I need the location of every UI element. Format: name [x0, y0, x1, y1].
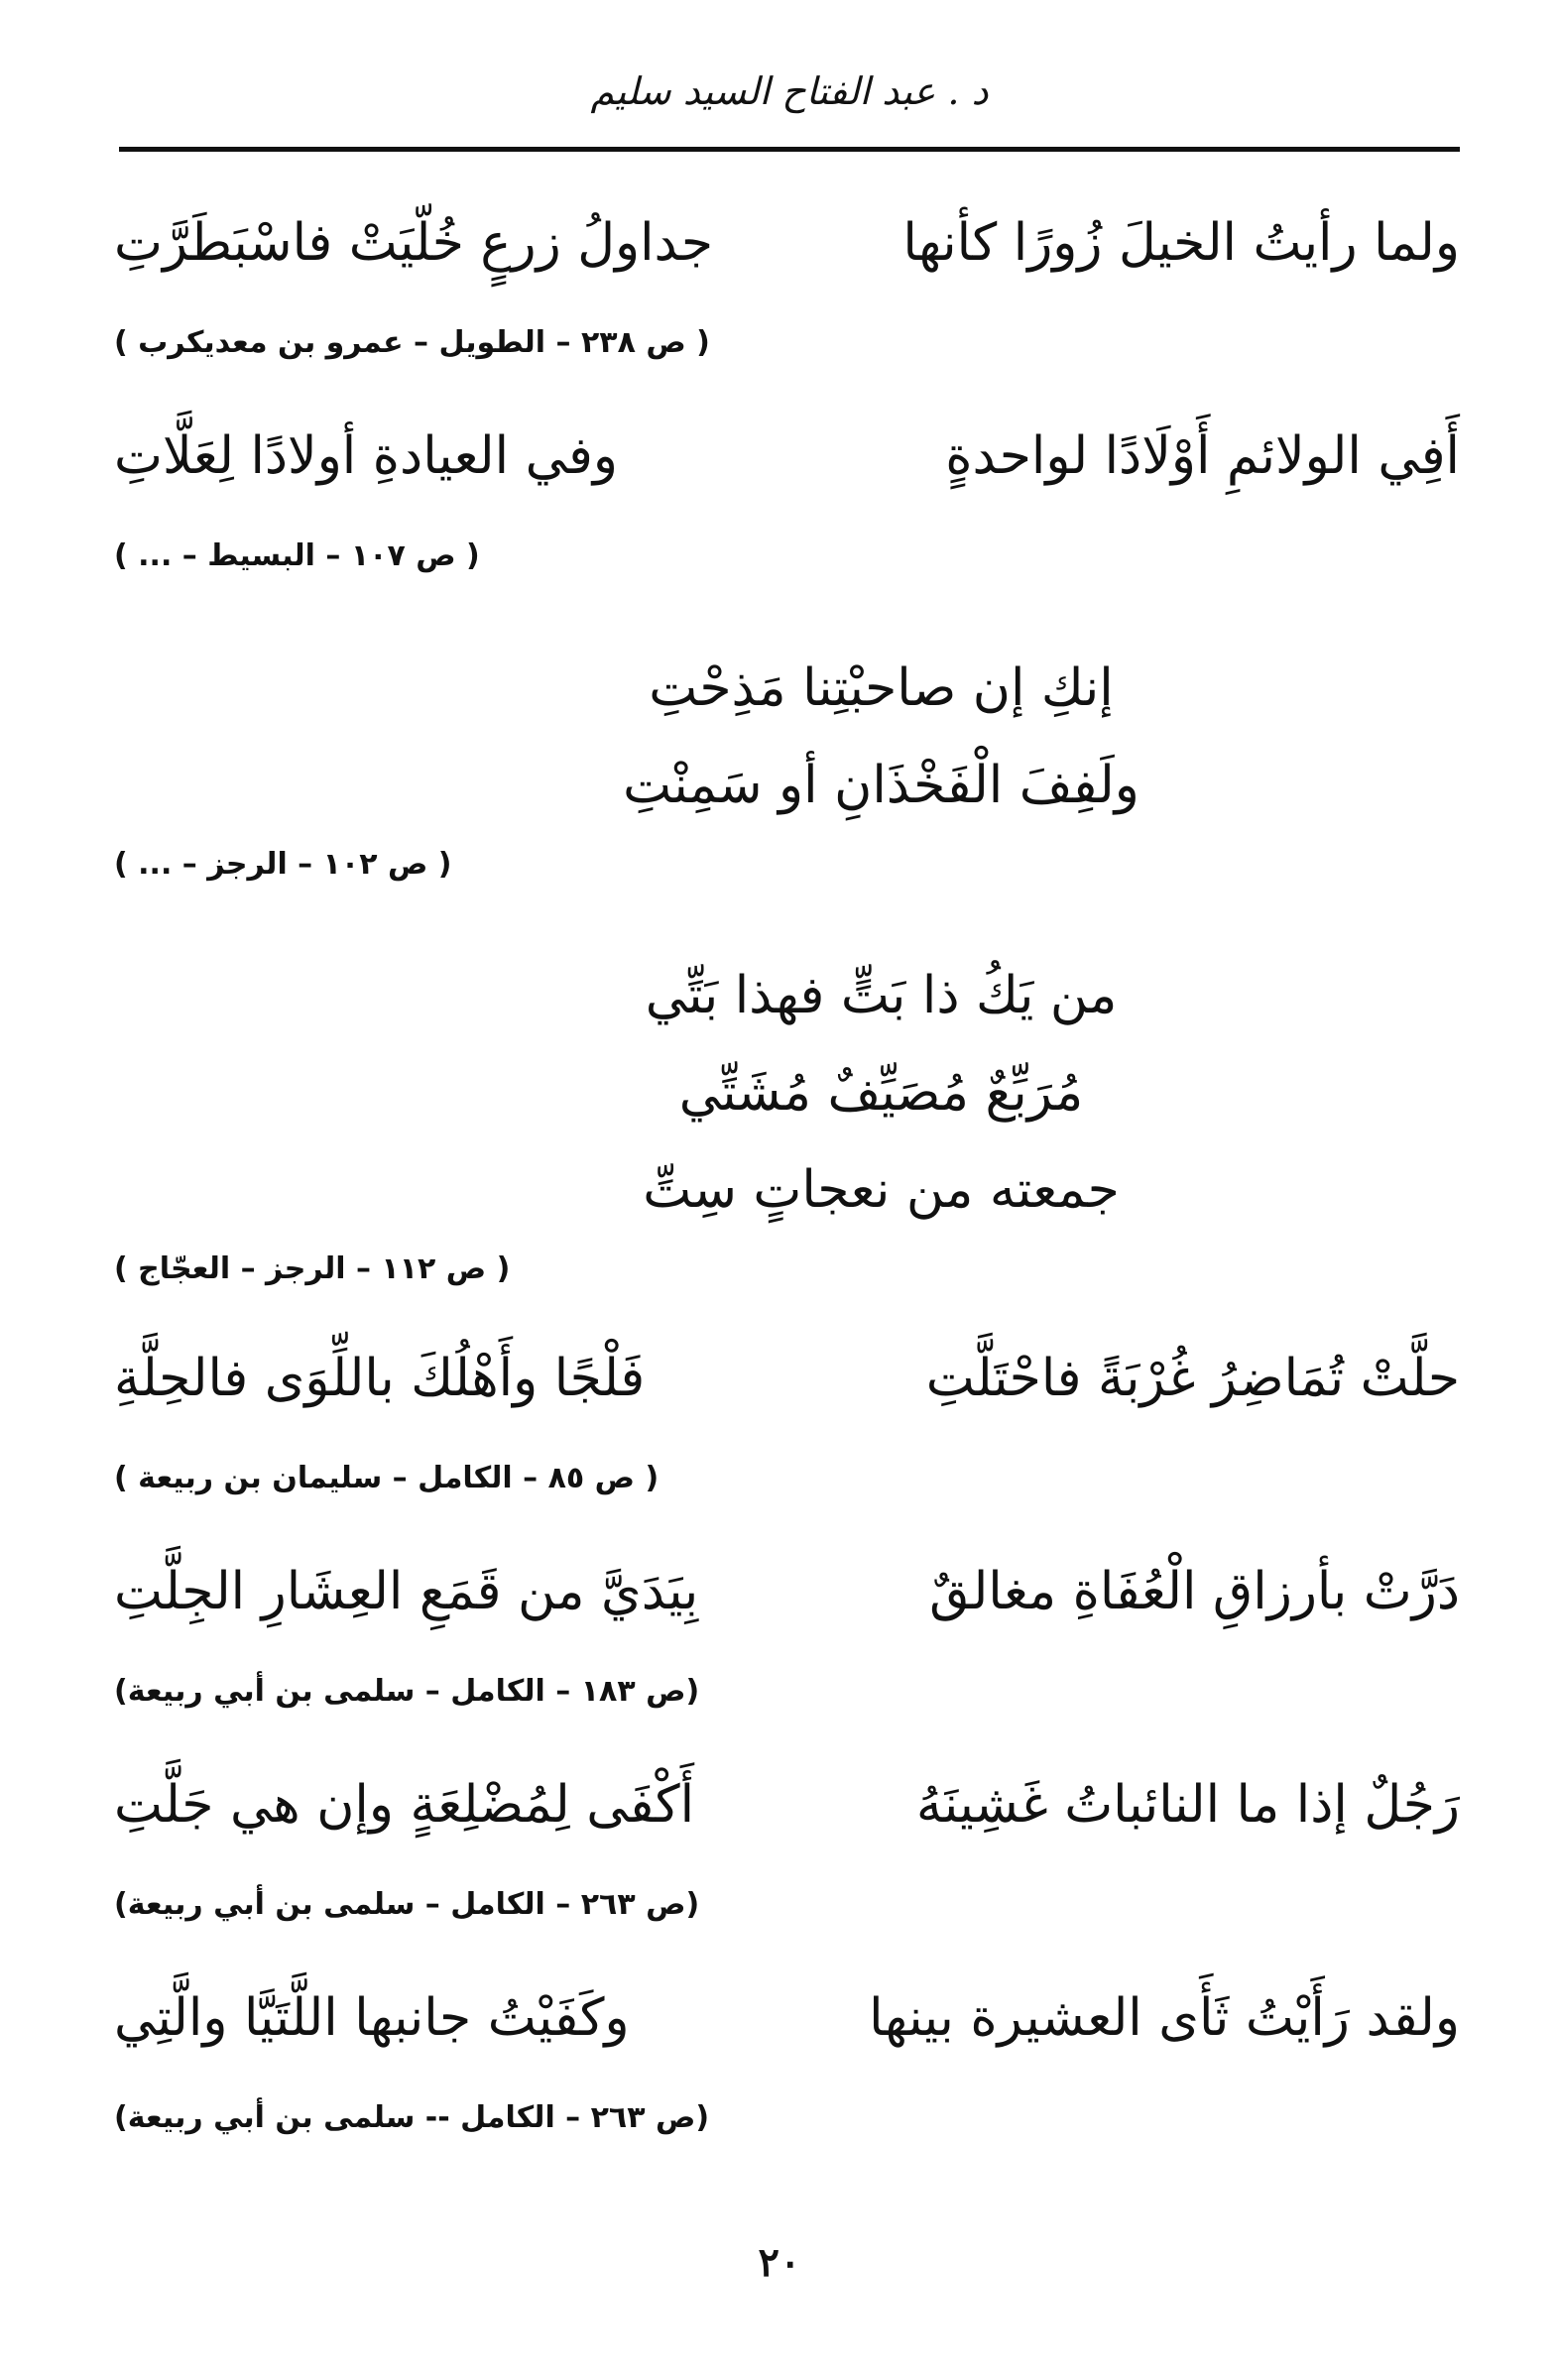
verse-entry — [114, 1775, 1460, 1934]
citation: (ص ١٨٣ – الكامل – سلمى بن أبي ربيعة) — [114, 1673, 700, 1709]
citation: ( ص ١٠٧ – البسيط – ... ) — [114, 537, 480, 573]
first-hemistich: حلَّتْ تُمَاضِرُ غُرْبَةً فاحْتَلَّتِ — [925, 1349, 1460, 1408]
rajaz-line: من يَكُ ذا بَتٍّ فهذا بَتِّي — [645, 966, 1118, 1025]
rajaz-line: مُرَبِّعٌ مُصَيِّفٌ مُشَتِّي — [678, 1063, 1084, 1123]
first-hemistich: ولما رأيتُ الخيلَ زُورًا كأنها — [902, 213, 1460, 273]
rajaz-line: جمعته من نعجاتٍ سِتِّ — [643, 1160, 1120, 1220]
verse-line — [114, 1775, 1460, 1874]
verse-entry — [114, 213, 1460, 372]
header-rule — [119, 147, 1460, 152]
verse-line — [114, 1349, 1460, 1448]
rajaz-block — [114, 640, 1460, 893]
second-hemistich: وكَفَيْتُ جانبها اللَّتَيَّا والَّتِي — [114, 1988, 630, 2048]
first-hemistich: دَرَّتْ بأرزاقِ الْعُفَاةِ مغالقٌ — [929, 1562, 1460, 1621]
first-hemistich: ولقد رَأَيْتُ ثَأَى العشيرة بينها — [869, 1988, 1460, 2048]
rajaz-line: ولَفِفَ الْفَخْذَانِ أو سَمِنْتِ — [623, 756, 1139, 815]
second-hemistich: أَكْفَى لِمُضْلِعَةٍ وإن هي جَلَّتِ — [114, 1775, 695, 1835]
second-hemistich: وفي العيادةِ أولادًا لِعَلَّاتِ — [114, 426, 618, 486]
citation: ( ص ٢٣٨ – الطويل – عمرو بن معديكرب ) — [114, 324, 710, 360]
rajaz-block — [114, 947, 1460, 1298]
second-hemistich: بِيَدَيَّ من قَمَعِ العِشَارِ الجِلَّتِ — [114, 1562, 699, 1621]
citation: ( ص ٨٥ – الكامل – سليمان بن ربيعة ) — [114, 1460, 660, 1495]
verse-line — [114, 1988, 1460, 2087]
citation: ( ص ١٠٢ – الرجز – ... ) — [114, 846, 452, 882]
citation: (ص ٢٦٣ – الكامل – سلمى بن أبي ربيعة) — [114, 1886, 700, 1922]
verse-entry — [114, 426, 1460, 585]
citation: ( ص ١١٢ – الرجز – العجّاج ) — [114, 1250, 511, 1286]
verse-line — [114, 1562, 1460, 1661]
second-hemistich: جداولُ زرعٍ خُلّيَتْ فاسْبَطَرَّتِ — [114, 213, 713, 273]
verse-line — [114, 213, 1460, 312]
rajaz-line: إنكِ إن صاحبْتِنا مَذِحْتِ — [649, 658, 1114, 718]
first-hemistich: رَجُلٌ إذا ما النائباتُ غَشِينَهُ — [915, 1775, 1460, 1835]
verse-entry — [114, 1562, 1460, 1721]
page-number: ٢٠ — [758, 2239, 801, 2286]
verse-entry — [114, 1349, 1460, 1507]
citation: (ص ٢٦٣ – الكامل -- سلمى بن أبي ربيعة) — [114, 2099, 710, 2135]
running-header: د . عبد الفتاح السيد سليم — [590, 69, 989, 113]
verse-line — [114, 426, 1460, 526]
second-hemistich: فَلْجًا وأَهْلُكَ باللِّوَى فالحِلَّةِ — [114, 1349, 646, 1408]
verse-entry — [114, 1988, 1460, 2147]
first-hemistich: أَفِي الولائمِ أَوْلَادًا لواحدةٍ — [945, 426, 1460, 486]
